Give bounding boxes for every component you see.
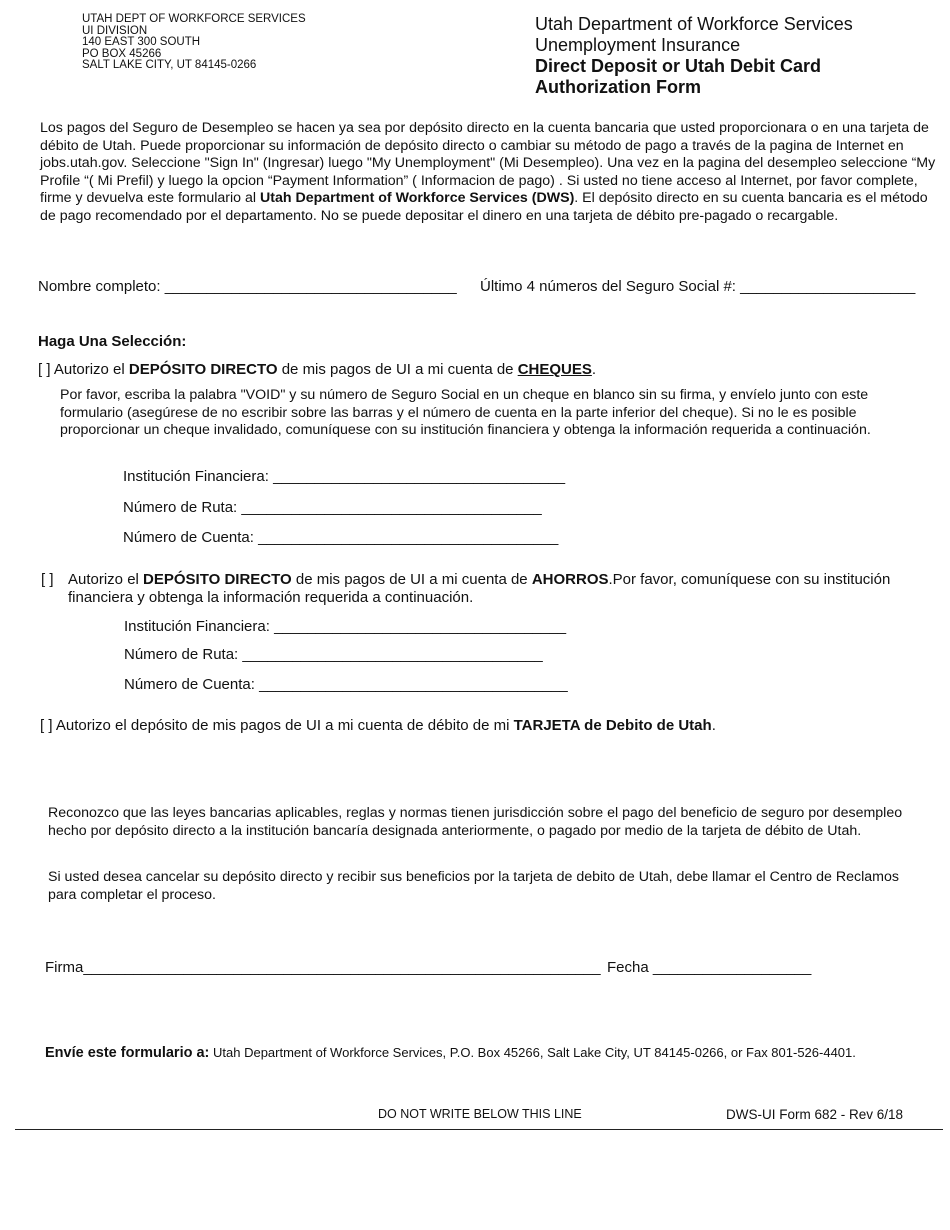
acknowledgement-paragraph: Reconozco que las leyes bancarias aplicables, reglas y normas tienen jurisdicción sobre el pago del beneficio de seguro por desempleo hecho por depósito directo a la institución bancaría designada anteriormente, o pagado por medio de la tarjeta de débito de Utah.: [48, 805, 903, 839]
title-line: Authorization Form: [535, 77, 701, 97]
do-not-write-note: DO NOT WRITE BELOW THIS LINE: [378, 1107, 582, 1121]
checking-option: [38, 361, 938, 379]
intro-text: Los pagos del Seguro de Desempleo se hacen ya sea por depósito directo en la cuenta bancaria que usted proporcionara o en una tarjeta de débito de Utah. Puede proporcionar su información de depósito directo o cambiar su método de pago a través de la pagina de Internet en jobs.utah.gov. Seleccione "Sign In" (Ingresar) luego "My Unemployment" (Mi Desempleo). Una vez en la pagina del desempleo seleccione “My Profile “( Mi Prefil) y luego la opcion “Payment Information” ( Informacion de pago) . Si usted no tiene acceso al Internet, por favor complete, firme y devuelva este formulario al: [40, 120, 936, 206]
ssn-last4-field[interactable]: Último 4 números del Seguro Social #: _____________________: [480, 278, 916, 295]
mailing-instructions: [45, 1045, 856, 1061]
option-text: .Por favor, comuníquese con su institución financiera y obtenga la información requerida a continuación.: [68, 571, 891, 606]
cancel-note-paragraph: Si usted desea cancelar su depósito directo y recibir sus beneficios por la tarjeta de debito de Utah, debe llamar el Centro de Reclamos para completar el proceso.: [48, 869, 899, 903]
option-text: Autorizo el: [53, 361, 129, 378]
address-line: 140 EAST 300 SOUTH: [82, 36, 201, 48]
title-line: Utah Department of Workforce Services: [535, 14, 853, 34]
option-text: de mis pagos de UI a mi cuenta de: [291, 571, 532, 588]
signature-field[interactable]: Firma______________________________________________________________: [45, 959, 601, 976]
checking-checkbox[interactable]: [ ]: [38, 361, 51, 378]
title-line: Unemployment Insurance: [535, 35, 741, 55]
option-text: .: [591, 361, 597, 378]
checking-instructions: Por favor, escriba la palabra "VOID" y su número de Seguro Social en un cheque en blanco sin su firma, y envíelo junto con este formulario (asegúrese de no escribir sobre las barras y el número de cuenta en la parte inferior del cheque). Si no le es posible proporcionar un cheque invalidado, comuníquese con su institución financiera y obtenga la información requerida a continuación.: [60, 387, 871, 438]
title-line: Direct Deposit or Utah Debit Card: [535, 56, 822, 76]
agency-address: [82, 14, 306, 72]
option-text: .: [711, 717, 716, 734]
checking-account-label: CHEQUES: [517, 361, 592, 378]
savings-checkbox[interactable]: [ ]: [41, 571, 54, 588]
address-line: PO BOX 45266: [82, 47, 162, 60]
address-line: UI DIVISION: [82, 24, 148, 37]
selection-heading: Haga Una Selección:: [38, 333, 187, 350]
intro-paragraph: [40, 120, 940, 225]
address-line: SALT LAKE CITY, UT 84145-0266: [82, 59, 257, 71]
option-text: Autorizo el: [68, 571, 144, 588]
savings-option: [68, 571, 932, 607]
option-bold: DEPÓSITO DIRECTO: [128, 361, 278, 378]
option-bold: TARJETA de Debito de Utah: [513, 717, 712, 734]
debit-card-checkbox[interactable]: [ ]: [40, 717, 53, 734]
savings-institution-field[interactable]: Institución Financiera: ___________________________________: [124, 618, 567, 635]
date-field[interactable]: Fecha ___________________: [607, 959, 812, 976]
checking-institution-field[interactable]: Institución Financiera: ___________________________________: [123, 468, 566, 485]
checking-account-field[interactable]: Número de Cuenta: ____________________________________: [123, 529, 559, 546]
intro-text: . El depósito directo en su cuenta bancaria es el método de pago recomendado por el departamento. No se puede depositar el dinero en una tarjeta de débito pre-pagado o recargable.: [40, 190, 928, 224]
intro-bold: Utah Department of Workforce Services (DWS): [260, 190, 575, 206]
checking-routing-field[interactable]: Número de Ruta: ____________________________________: [123, 499, 542, 516]
send-to-label: Envíe este formulario a:: [45, 1045, 210, 1061]
send-to-address: Utah Department of Workforce Services, P.O. Box 45266, Salt Lake City, UT 84145-0266, or Fax 801-526-4401.: [209, 1045, 856, 1060]
savings-routing-field[interactable]: Número de Ruta: ____________________________________: [124, 646, 543, 663]
full-name-field[interactable]: Nombre completo: ___________________________________: [38, 278, 457, 295]
option-text: de mis pagos de UI a mi cuenta de: [277, 361, 518, 378]
form-id: DWS-UI Form 682 - Rev 6/18: [726, 1107, 904, 1122]
savings-account-label: AHORROS: [531, 571, 609, 588]
debit-card-option: [40, 717, 940, 735]
option-bold: DEPÓSITO DIRECTO: [143, 571, 292, 588]
address-line: UTAH DEPT OF WORKFORCE SERVICES: [82, 13, 306, 25]
form-title: [535, 14, 853, 98]
cutoff-divider: [15, 1129, 943, 1130]
savings-account-field[interactable]: Número de Cuenta: _____________________________________: [124, 676, 568, 693]
option-text: Autorizo el depósito de mis pagos de UI a mi cuenta de débito de mi: [55, 717, 514, 734]
